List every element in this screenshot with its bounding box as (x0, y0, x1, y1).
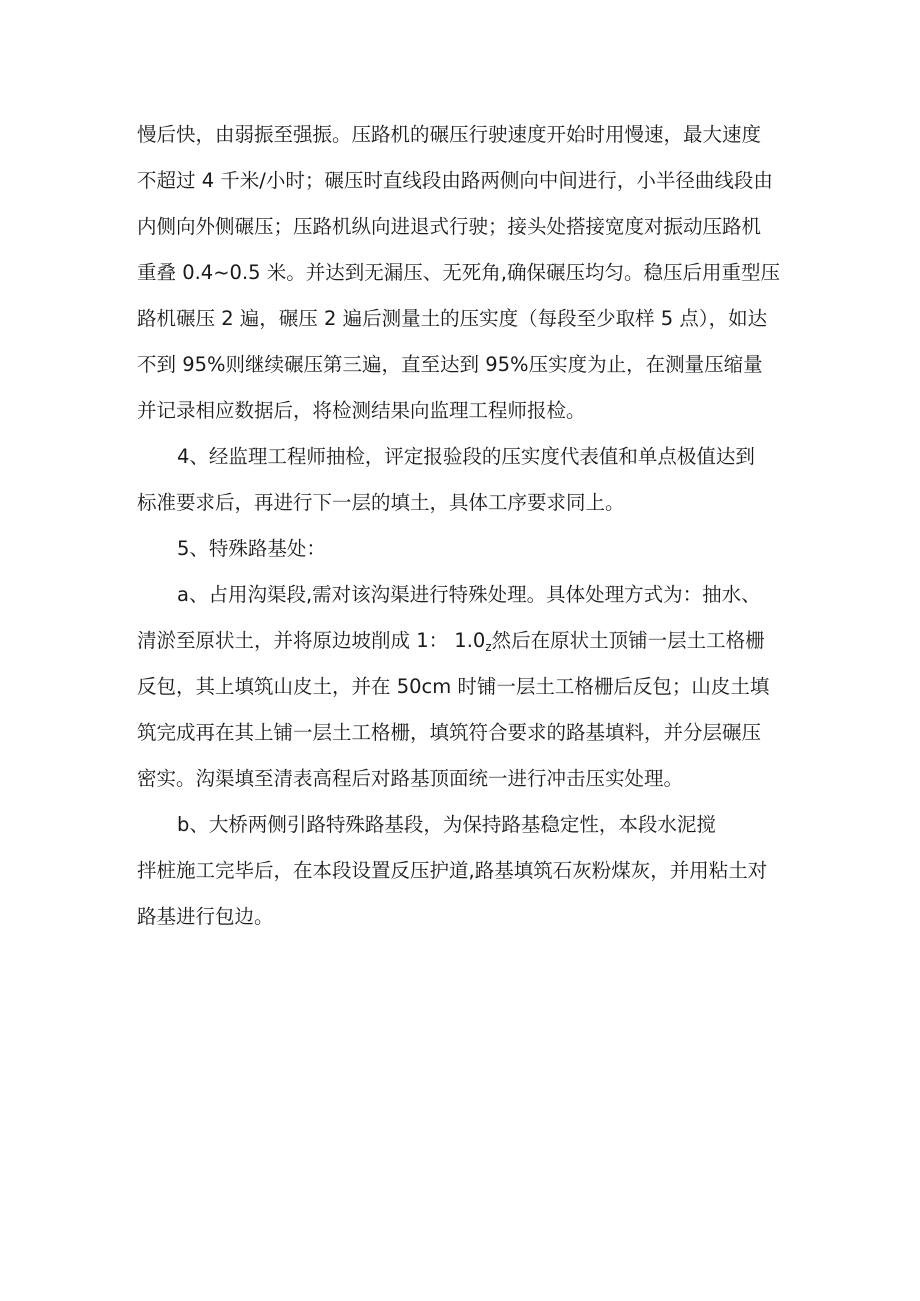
text-line-with-subscript (137, 618, 797, 664)
text-line: 拌桩施工完毕后，在本段设置反压护道,路基填筑石灰粉煤灰，并用粘土对 (137, 859, 768, 882)
text-line: 内侧向外侧碾压；压路机纵向进退式行驶；接头处搭接宽度对振动压路机 (137, 215, 762, 238)
body-text (137, 112, 797, 940)
paragraph-4-start: 4、经监理工程师抽检，评定报验段的压实度代表值和单点极值达到 (177, 445, 755, 468)
text-line: 标准要求后，再进行下一层的填土，具体工序要求同上。 (137, 491, 625, 514)
text-line: 并记录相应数据后，将检测结果向监理工程师报检。 (137, 399, 586, 422)
text-line: 路机碾压 2 遍，碾压 2 遍后测量土的压实度（每段至少取样 5 点），如达 (137, 307, 768, 330)
text-line: 路基进行包边。 (137, 905, 274, 928)
text-line: 反包，其上填筑山皮土，并在 50cm 时铺一层土工格栅后反包；山皮土填 (137, 675, 770, 698)
paragraph-5-heading: 5、特殊路基处： (177, 537, 326, 560)
paragraph-a-start: a、占用沟渠段,需对该沟渠进行特殊处理。具体处理方式为：抽水、 (177, 583, 761, 606)
paragraph-b-start: b、大桥两侧引路特殊路基段，为保持路基稳定性，本段水泥搅 (177, 813, 716, 836)
text-segment: 清淤至原状土，并将原边坡削成 1： 1.0 (137, 629, 486, 652)
text-segment: 然后在原状土顶铺一层土工格栅 (491, 629, 765, 652)
subscript: z (485, 640, 492, 654)
text-line: 不到 95%则继续碾压第三遍，直至达到 95%压实度为止，在测量压缩量 (137, 353, 763, 376)
text-line: 不超过 4 千米/小时；碾压时直线段由路两侧向中间进行，小半径曲线段由 (137, 169, 773, 192)
text-line: 筑完成再在其上铺一层土工格栅，填筑符合要求的路基填料，并分层碾压 (137, 721, 762, 744)
text-line: 密实。沟渠填至清表高程后对路基顶面统一进行冲击压实处理。 (137, 767, 684, 790)
text-line: 慢后快，由弱振至强振。压路机的碾压行驶速度开始时用慢速，最大速度 (137, 123, 762, 146)
text-line: 重叠 0.4~0.5 米。并达到无漏压、无死角,确保碾压均匀。稳压后用重型压 (137, 261, 780, 284)
